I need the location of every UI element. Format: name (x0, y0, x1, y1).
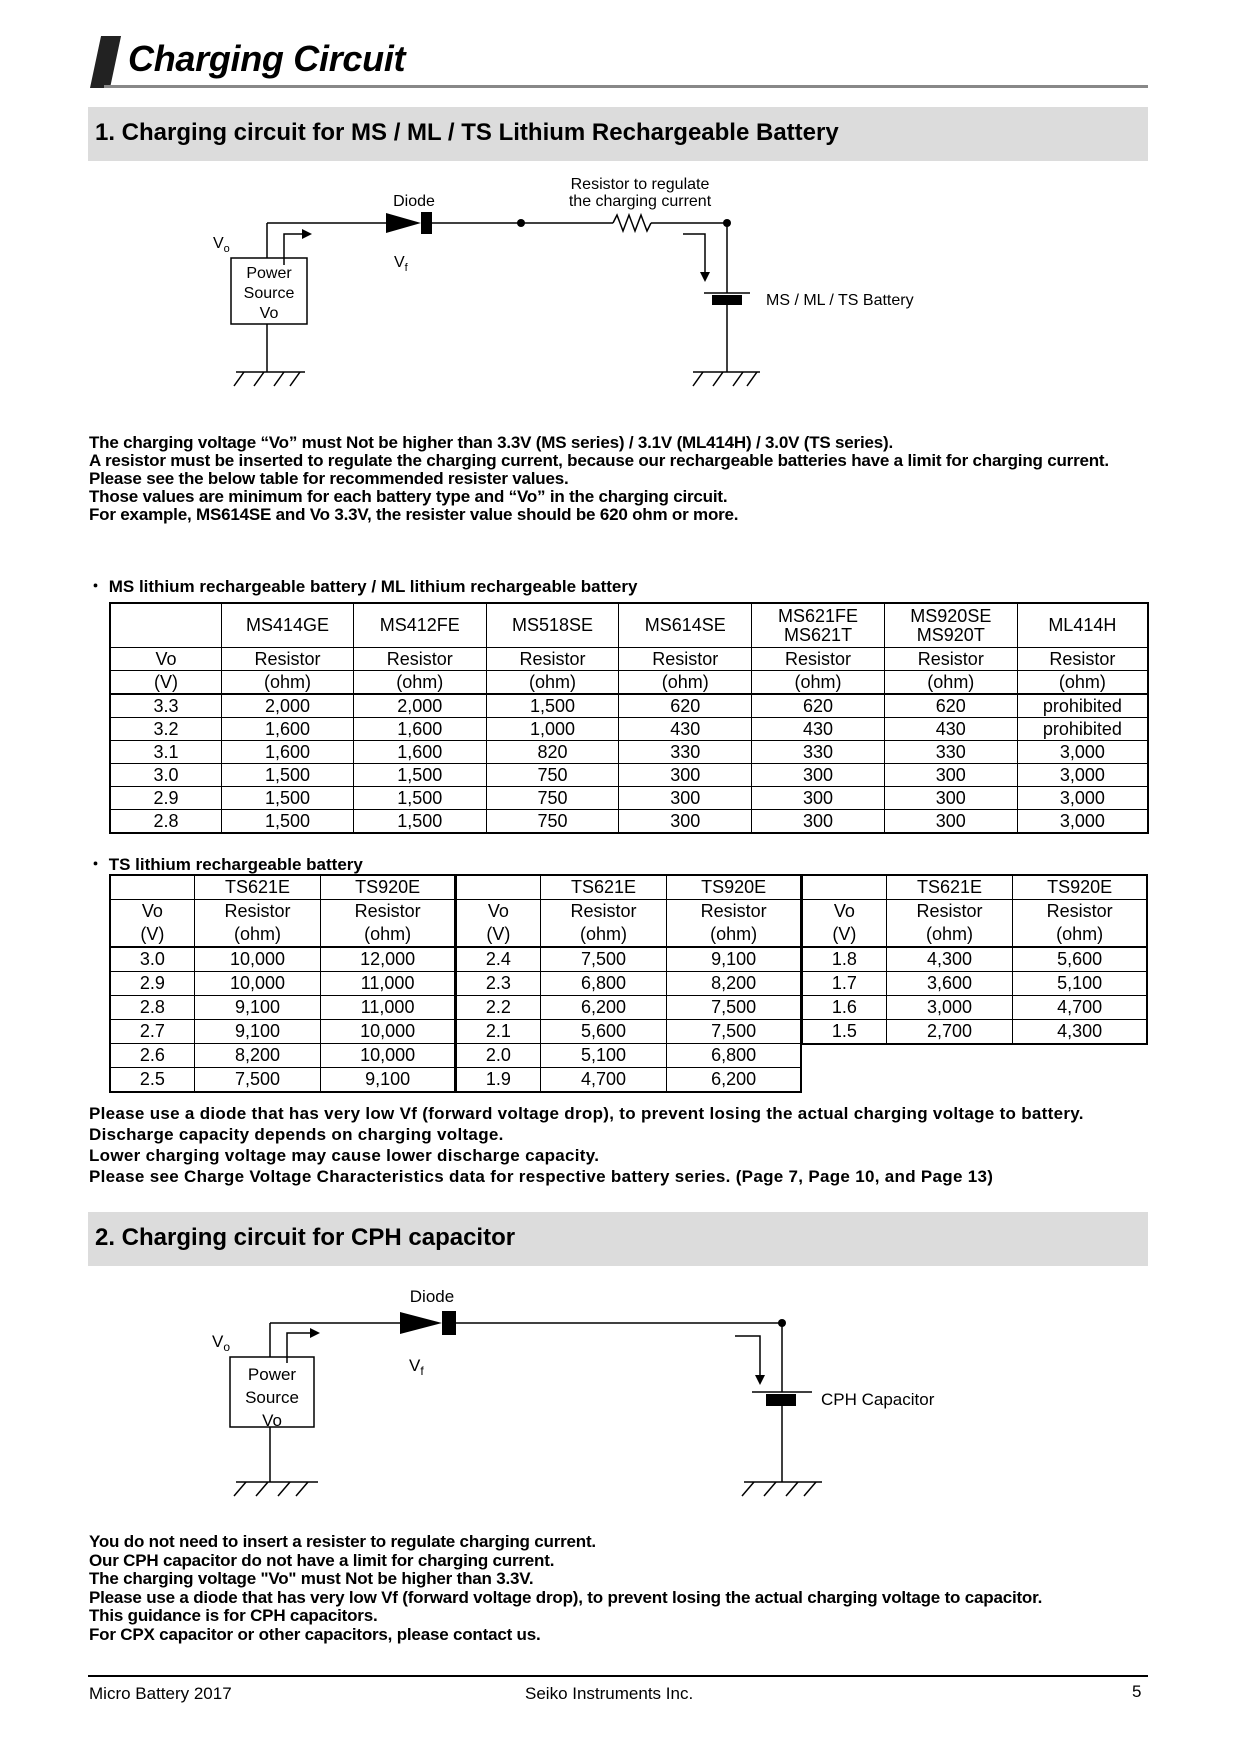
vo-cell: 3.1 (110, 741, 222, 764)
table-cell: 9,100 (321, 1068, 455, 1093)
diode-label: Diode (393, 193, 435, 210)
table-cell: Resistor (886, 900, 1012, 924)
table-header-row (456, 875, 801, 900)
table-row (110, 718, 1148, 741)
footer-company: Seiko Instruments Inc. (525, 1684, 694, 1703)
table-cell: 6,800 (667, 1044, 801, 1068)
power-source-label-1: Power (246, 265, 292, 282)
model-header: ML414H (1017, 603, 1148, 648)
section-2-heading (88, 1212, 1148, 1266)
table-cell: 6,800 (540, 972, 666, 996)
resistor-cell: 750 (486, 764, 619, 787)
vo-cell: 3.3 (110, 694, 222, 718)
paragraph: The charging voltage "Vo" must Not be higher than 3.3V. (89, 1569, 534, 1589)
ts-resistor-table (455, 874, 802, 1093)
table-cell: 1.7 (802, 972, 886, 996)
resistor-cell: 430 (619, 718, 752, 741)
resistor-cell: 300 (752, 764, 885, 787)
power-source-label-2: Source (243, 285, 295, 302)
section-2-heading-text: 2. Charging circuit for CPH capacitor (95, 1224, 516, 1251)
model-header: MS614SE (619, 603, 752, 648)
resistor-cell: 3,000 (1017, 810, 1148, 834)
table-cell: 2.3 (456, 972, 540, 996)
table-row (110, 972, 455, 996)
capacitor-charging-circuit-diagram (0, 1270, 1240, 1510)
table-header-row (110, 603, 1148, 648)
table-row (456, 1044, 801, 1068)
table-cell: Vo (802, 900, 886, 924)
table-unit-row (456, 923, 801, 947)
table-unit-row: Vo Resistor Resistor Resistor Resistor Resistor Resistor Resistor (110, 648, 1148, 671)
table-cell: 5,100 (1013, 972, 1147, 996)
section-1-paragraphs (89, 434, 1149, 524)
table-cell (110, 875, 194, 900)
table-unit-row: (V) (ohm) (ohm) (ohm) (ohm) (ohm) (ohm) (ohm) (110, 671, 1148, 695)
vo-cell: 3.2 (110, 718, 222, 741)
table-cell: (ohm) (1013, 923, 1147, 947)
resistor-cell: 330 (884, 741, 1017, 764)
table-row (110, 694, 1148, 718)
table-cell: 7,500 (194, 1068, 320, 1093)
section-2-paragraphs (89, 1533, 1149, 1645)
note-line: Please see Charge Voltage Characteristics data for respective battery series. (Page 7, Page 10, and Page 13) (89, 1167, 994, 1186)
table-cell: (V) (456, 923, 540, 947)
table-unit-row (802, 923, 1147, 947)
resistor-cell: 1,500 (486, 694, 619, 718)
table-cell: 2.2 (456, 996, 540, 1020)
table-cell: 11,000 (321, 996, 455, 1020)
table-cell: (ohm) (886, 923, 1012, 947)
resistor-cell: 300 (619, 787, 752, 810)
table-row (456, 972, 801, 996)
table-row (456, 996, 801, 1020)
ms-resistor-table (109, 602, 1149, 834)
ts-resistor-table (109, 874, 456, 1093)
table-cell: (ohm) (667, 923, 801, 947)
vo-cell: 2.8 (110, 810, 222, 834)
table-cell: 7,500 (540, 947, 666, 972)
resistor-cell: 430 (752, 718, 885, 741)
resistor-cell: 300 (752, 787, 885, 810)
table-cell: TS920E (1013, 875, 1147, 900)
resistor-cell: 620 (752, 694, 885, 718)
table-cell: 3,600 (886, 972, 1012, 996)
resistor-cell: 1,600 (222, 718, 354, 741)
table-cell: Resistor (1013, 900, 1147, 924)
resistor-label-1: Resistor to regulate (570, 176, 710, 193)
table-cell: 4,300 (1013, 1020, 1147, 1045)
power-source-label-2: Source (245, 1388, 299, 1407)
resistor-cell: 2,000 (353, 694, 486, 718)
table-cell (802, 875, 886, 900)
table-unit-row (802, 900, 1147, 924)
table-cell: 4,300 (886, 947, 1012, 972)
vf-label: $V_f$ (409, 1356, 424, 1378)
model-header: MS518SE (486, 603, 619, 648)
table-cell: 4,700 (1013, 996, 1147, 1020)
title-rule (104, 85, 1148, 88)
paragraph: For CPX capacitor or other capacitors, please contact us. (89, 1624, 541, 1644)
table-cell: 1.5 (802, 1020, 886, 1045)
table-cell: 2.8 (110, 996, 194, 1020)
table-unit-row (110, 923, 455, 947)
table-cell: 2,700 (886, 1020, 1012, 1045)
table-cell: 2.7 (110, 1020, 194, 1044)
table-row (802, 972, 1147, 996)
resistor-cell: 750 (486, 787, 619, 810)
table-cell: Resistor (540, 900, 666, 924)
table-row (110, 996, 455, 1020)
table-cell: 10,000 (321, 1044, 455, 1068)
table-row (110, 947, 455, 972)
resistor-cell: 820 (486, 741, 619, 764)
vo-label: $V_o$ (213, 235, 230, 255)
table-cell: Resistor (667, 900, 801, 924)
resistor-cell: 3,000 (1017, 787, 1148, 810)
table-cell: 2.5 (110, 1068, 194, 1093)
table-cell: 2.1 (456, 1020, 540, 1044)
resistor-cell: 430 (884, 718, 1017, 741)
table-cell: 6,200 (667, 1068, 801, 1093)
table-cell: 8,200 (667, 972, 801, 996)
resistor-cell: 1,500 (222, 764, 354, 787)
resistor-cell: 1,500 (222, 787, 354, 810)
table-cell: (V) (802, 923, 886, 947)
vo-cell: 2.9 (110, 787, 222, 810)
table-cell (456, 875, 540, 900)
table-cell: 2.6 (110, 1044, 194, 1068)
table-header-row (110, 875, 455, 900)
title-accent-mark (90, 36, 121, 88)
page-title: Charging Circuit (128, 38, 406, 79)
table-cell: 1.9 (456, 1068, 540, 1093)
table-cell: 5,600 (540, 1020, 666, 1044)
resistor-cell: prohibited (1017, 718, 1148, 741)
paragraph: Please use a diode that has very low Vf (forward voltage drop), to prevent losing the actual charging voltage to capacitor. (89, 1587, 1043, 1607)
diode-symbol (386, 213, 421, 233)
table-cell: 12,000 (321, 947, 455, 972)
power-source-label-1: Power (247, 1365, 297, 1384)
section-1-heading (88, 107, 1148, 161)
table-cell: 1.8 (802, 947, 886, 972)
capacitor-symbol (766, 1394, 796, 1406)
table-cell: TS621E (194, 875, 320, 900)
resistor-cell: 1,000 (486, 718, 619, 741)
footer-publication: Micro Battery 2017 (89, 1684, 232, 1703)
vf-label: $V_f$ (394, 254, 408, 274)
ms-table-caption: ・ MS lithium rechargeable battery / ML lithium rechargeable battery (87, 577, 638, 596)
table-cell: Vo (456, 900, 540, 924)
table-cell: 10,000 (321, 1020, 455, 1044)
table-cell: 7,500 (667, 996, 801, 1020)
resistor-cell: 2,000 (222, 694, 354, 718)
battery-charging-circuit-diagram (0, 160, 1240, 400)
section-1-heading-text: 1. Charging circuit for MS / ML / TS Lithium Rechargeable Battery (95, 119, 839, 146)
table-cell: 10,000 (194, 947, 320, 972)
note-line: Discharge capacity depends on charging voltage. (89, 1125, 504, 1144)
table-cell: (ohm) (540, 923, 666, 947)
table-cell: Vo (110, 900, 194, 924)
resistor-symbol (613, 215, 651, 231)
table-cell: TS621E (540, 875, 666, 900)
power-source-label-3: Vo (259, 305, 279, 322)
paragraph: A resistor must be inserted to regulate the charging current, because our rechargeable batteries have a limit for charging current. (89, 451, 1109, 470)
table-unit-row (456, 900, 801, 924)
table-cell: 5,100 (540, 1044, 666, 1068)
resistor-cell: 1,500 (222, 810, 354, 834)
paragraph: This guidance is for CPH capacitors. (89, 1606, 378, 1626)
table-cell: Resistor (194, 900, 320, 924)
paragraph: The charging voltage “Vo” must Not be higher than 3.3V (MS series) / 3.1V (ML414H) / 3.0V (TS series). (89, 433, 893, 452)
note-line: Lower charging voltage may cause lower discharge capacity. (89, 1146, 600, 1165)
resistor-cell: 300 (884, 764, 1017, 787)
table-cell: TS920E (667, 875, 801, 900)
resistor-cell: 1,500 (353, 764, 486, 787)
capacitor-label: CPH Capacitor (821, 1390, 935, 1409)
resistor-cell: 750 (486, 810, 619, 834)
paragraph: Our CPH capacitor do not have a limit for charging current. (89, 1550, 555, 1570)
resistor-cell: 300 (884, 810, 1017, 834)
resistor-cell: 1,600 (222, 741, 354, 764)
table-cell: 9,100 (194, 1020, 320, 1044)
table-cell: Resistor (321, 900, 455, 924)
table-row (456, 1020, 801, 1044)
battery-label: MS / ML / TS Battery (766, 292, 914, 309)
ts-table-caption: ・ TS lithium rechargeable battery (87, 855, 363, 874)
table-cell: TS920E (321, 875, 455, 900)
table-row (110, 764, 1148, 787)
paragraph: Please see the below table for recommended resister values. (89, 469, 569, 488)
table-row (802, 947, 1147, 972)
resistor-cell: 1,600 (353, 741, 486, 764)
table-cell: (ohm) (321, 923, 455, 947)
table-cell: 1.6 (802, 996, 886, 1020)
table-cell: 9,100 (667, 947, 801, 972)
resistor-cell: 300 (752, 810, 885, 834)
resistor-cell: 1,600 (353, 718, 486, 741)
note-line: Please use a diode that has very low Vf (forward voltage drop), to prevent losing the actual charging voltage to battery. (89, 1104, 1084, 1123)
resistor-cell: 3,000 (1017, 741, 1148, 764)
table-cell: (ohm) (194, 923, 320, 947)
diode-symbol (400, 1312, 442, 1334)
resistor-cell: 330 (752, 741, 885, 764)
table-cell: 11,000 (321, 972, 455, 996)
resistor-cell: prohibited (1017, 694, 1148, 718)
table-cell: 6,200 (540, 996, 666, 1020)
ts-resistor-table (801, 874, 1148, 1045)
resistor-cell: 620 (619, 694, 752, 718)
table-cell: 8,200 (194, 1044, 320, 1068)
diode-label: Diode (409, 1287, 455, 1306)
resistor-cell: 300 (619, 764, 752, 787)
table-row (110, 1068, 455, 1093)
table-cell: 5,600 (1013, 947, 1147, 972)
table-row (110, 741, 1148, 764)
page-number: 5 (1132, 1682, 1142, 1701)
table-cell: 10,000 (194, 972, 320, 996)
table-cell: 3,000 (886, 996, 1012, 1020)
resistor-cell: 300 (884, 787, 1017, 810)
power-source-label-3: Vo (262, 1411, 282, 1430)
table-cell: 7,500 (667, 1020, 801, 1044)
resistor-cell: 1,500 (353, 810, 486, 834)
table-unit-row (110, 900, 455, 924)
battery-symbol (712, 295, 742, 305)
table-row (456, 1068, 801, 1093)
resistor-cell: 1,500 (353, 787, 486, 810)
footer-rule (88, 1675, 1148, 1677)
section-1-notes (89, 1103, 1149, 1187)
model-header: MS920SE MS920T (884, 603, 1017, 648)
model-header: MS412FE (353, 603, 486, 648)
paragraph: Those values are minimum for each battery type and “Vo” in the charging circuit. (89, 487, 728, 506)
table-row (110, 787, 1148, 810)
resistor-cell: 300 (619, 810, 752, 834)
table-cell: 3.0 (110, 947, 194, 972)
table-cell: 2.4 (456, 947, 540, 972)
table-row (110, 1020, 455, 1044)
paragraph: You do not need to insert a resister to regulate charging current. (89, 1532, 596, 1551)
model-header: MS414GE (222, 603, 354, 648)
table-cell: 2.9 (110, 972, 194, 996)
table-row (802, 1020, 1147, 1045)
model-header: MS621FE MS621T (752, 603, 885, 648)
vo-label: $V_o$ (212, 1332, 231, 1354)
table-cell: (V) (110, 923, 194, 947)
resistor-cell: 3,000 (1017, 764, 1148, 787)
table-row (110, 810, 1148, 834)
table-header-row (802, 875, 1147, 900)
resistor-label-2: the charging current (568, 193, 712, 210)
table-cell: 2.0 (456, 1044, 540, 1068)
paragraph: For example, MS614SE and Vo 3.3V, the resister value should be 620 ohm or more. (89, 505, 739, 524)
table-cell: 9,100 (194, 996, 320, 1020)
resistor-cell: 330 (619, 741, 752, 764)
table-cell: 4,700 (540, 1068, 666, 1093)
table-cell: TS621E (886, 875, 1012, 900)
table-row (456, 947, 801, 972)
table-row (802, 996, 1147, 1020)
resistor-cell: 620 (884, 694, 1017, 718)
vo-cell: 3.0 (110, 764, 222, 787)
page-title-bar (90, 32, 1148, 88)
table-row (110, 1044, 455, 1068)
